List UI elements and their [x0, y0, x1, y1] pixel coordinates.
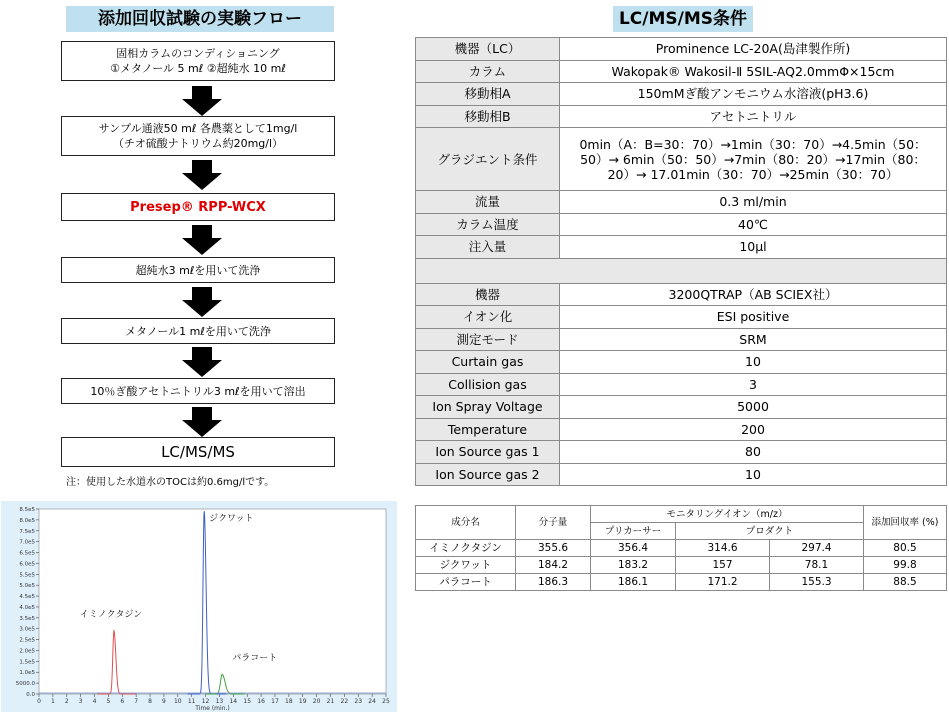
flow-step-wash-methanol — [61, 318, 335, 344]
flow-step-line: 固相カラムのコンディショニング — [116, 47, 280, 60]
peak-label: パラコート — [232, 653, 278, 664]
table-cell-label: カラム温度 — [416, 213, 560, 236]
table-cell-value: 80 — [560, 441, 947, 464]
flow-step-elution — [61, 378, 335, 404]
y-tick-label: 8.5e5 — [19, 507, 35, 513]
x-tick-label: 18 — [285, 698, 293, 705]
table-row — [416, 191, 947, 214]
peak-label: イミノクタジン — [79, 609, 143, 620]
header-monitor: モニタリングイオン（m/z） — [591, 506, 864, 523]
y-tick-label: 5000.0 — [15, 681, 35, 688]
y-tick-label: 1.5e5 — [19, 659, 35, 666]
flow-step-line: 超純水3 mℓを用いて洗浄 — [135, 263, 261, 277]
table-row-divider — [416, 258, 947, 283]
x-tick-label: 21 — [326, 698, 335, 705]
cell-name: パラコート — [416, 574, 516, 591]
table-cell-value: 200 — [560, 418, 947, 441]
table-cell-label: 移動相B — [416, 105, 560, 128]
down-arrow-icon — [182, 347, 222, 377]
table-cell-label: Ion Source gas 1 — [416, 441, 560, 464]
cell-recovery: 88.5 — [864, 574, 947, 591]
table-cell-value: Wakopak® Wakosil-Ⅱ 5SIL-AQ2.0mmΦ×15cm — [560, 60, 947, 83]
table-row — [416, 83, 947, 106]
y-tick-label: 3.0e5 — [19, 626, 35, 633]
x-tick-label: 15 — [243, 698, 252, 705]
cell-recovery: 80.5 — [864, 540, 947, 557]
y-tick-label: 2.0e5 — [19, 648, 35, 655]
x-tick-label: 17 — [271, 698, 279, 705]
table-cell-label: カラム — [416, 60, 560, 83]
down-arrow-icon — [182, 225, 222, 255]
x-tick-label: 0 — [37, 698, 41, 705]
chromatogram-chart — [1, 501, 397, 712]
table-row — [416, 441, 947, 464]
x-axis-label: Time (min.) — [195, 705, 230, 712]
table-header-row — [416, 506, 947, 523]
down-arrow-icon — [182, 407, 222, 437]
table-row — [416, 105, 947, 128]
y-tick-label: 6.0e5 — [19, 561, 35, 568]
table-cell-label: 注入量 — [416, 236, 560, 259]
cell-product2: 155.3 — [770, 574, 864, 591]
cell-name: イミノクタジン — [416, 540, 516, 557]
table-cell-value: 40℃ — [560, 213, 947, 236]
table-cell-label: 機器 — [416, 283, 560, 306]
table-cell-label: イオン化 — [416, 306, 560, 329]
x-tick-label: 10 — [173, 698, 182, 705]
flow-step-line: メタノール1 mℓを用いて洗浄 — [125, 324, 271, 338]
table-cell-label: 測定モード — [416, 328, 560, 351]
table-row — [416, 328, 947, 351]
table-cell-label: グラジエント条件 — [416, 128, 560, 191]
table-cell-value: 3200QTRAP（AB SCIEX社） — [560, 283, 947, 306]
plot-area — [39, 509, 386, 694]
table-row — [416, 306, 947, 329]
header-name: 成分名 — [416, 506, 516, 540]
table-cell-value: 10 — [560, 463, 947, 486]
table-cell-label: Collision gas — [416, 373, 560, 396]
x-tick-label: 23 — [354, 698, 363, 705]
flow-step-line: （チオ硫酸ナトリウム約20mg/l） — [112, 137, 284, 150]
table-cell-value: アセトニトリル — [560, 105, 947, 128]
down-arrow-icon — [182, 287, 222, 317]
table-row — [416, 574, 947, 591]
table-row — [416, 557, 947, 574]
flow-step-sample — [61, 116, 335, 156]
header-precursor: プリカーサー — [591, 523, 676, 540]
table-row — [416, 213, 947, 236]
conditions-table — [415, 37, 947, 486]
y-tick-label: 6.5e5 — [19, 550, 35, 557]
x-tick-label: 8 — [148, 698, 152, 705]
table-row — [416, 283, 947, 306]
table-cell-value: SRM — [560, 328, 947, 351]
x-tick-label: 19 — [298, 698, 307, 705]
table-row — [416, 351, 947, 374]
flow-step-line: Presep® RPP-WCX — [130, 199, 266, 215]
y-tick-label: 0.0 — [26, 692, 35, 698]
x-tick-label: 9 — [162, 698, 166, 705]
x-tick-label: 13 — [215, 698, 224, 705]
flow-step-line: LC/MS/MS — [161, 442, 235, 461]
cell-product1: 157 — [676, 557, 770, 574]
y-tick-label: 4.0e5 — [19, 604, 35, 611]
table-cell-value: Prominence LC-20A(島津製作所) — [560, 38, 947, 61]
x-tick-label: 3 — [78, 698, 83, 705]
cell-recovery: 99.8 — [864, 557, 947, 574]
table-cell-value: 10μl — [560, 236, 947, 259]
table-row — [416, 60, 947, 83]
x-tick-label: 20 — [312, 698, 321, 705]
x-tick-label: 11 — [187, 698, 196, 705]
y-tick-label: 3.5e5 — [19, 615, 35, 622]
conditions-title: LC/MS/MS条件 — [613, 6, 753, 32]
flow-title: 添加回収試験の実験フロー — [66, 6, 334, 32]
table-cell-label: Temperature — [416, 418, 560, 441]
flow-step-conditioning — [61, 41, 335, 81]
table-row — [416, 418, 947, 441]
x-tick-label: 4 — [92, 698, 97, 705]
y-tick-label: 4.5e5 — [19, 594, 35, 601]
y-tick-label: 1.0e5 — [19, 670, 35, 677]
header-recovery: 添加回収率 (%) — [864, 506, 947, 540]
x-tick-label: 16 — [257, 698, 265, 705]
table-cell-label: Ion Spray Voltage — [416, 396, 560, 419]
flow-note: 注：使用した水道水のTOCは約0.6mg/lです。 — [66, 477, 275, 488]
table-cell-value: 150mMぎ酸アンモニウム水溶液(pH3.6) — [560, 83, 947, 106]
cell-precursor: 186.1 — [591, 574, 676, 591]
x-tick-label: 7 — [134, 698, 139, 705]
table-row — [416, 373, 947, 396]
table-row — [416, 540, 947, 557]
table-cell-value: 10 — [560, 351, 947, 374]
table-cell-label: 移動相A — [416, 83, 560, 106]
x-tick-label: 22 — [340, 698, 349, 705]
x-tick-label: 6 — [120, 698, 125, 705]
flow-step-analysis — [61, 437, 335, 467]
y-tick-label: 5.5e5 — [19, 572, 35, 579]
y-tick-label: 5.0e5 — [19, 583, 35, 590]
table-row — [416, 396, 947, 419]
table-cell-value: 5000 — [560, 396, 947, 419]
table-cell-value: ESI positive — [560, 306, 947, 329]
y-tick-label: 8.0e5 — [19, 517, 35, 524]
table-cell-label: Ion Source gas 2 — [416, 463, 560, 486]
peak-label: ジクワット — [209, 514, 254, 525]
x-tick-label: 24 — [368, 698, 376, 705]
down-arrow-icon — [182, 160, 222, 190]
cell-name: ジクワット — [416, 557, 516, 574]
down-arrow-icon — [182, 86, 222, 116]
x-tick-label: 12 — [201, 698, 210, 705]
cell-product2: 78.1 — [770, 557, 864, 574]
flow-step-line: ①メタノール 5 mℓ ②超純水 10 mℓ — [110, 62, 286, 75]
x-tick-label: 1 — [50, 698, 55, 705]
cell-mw: 186.3 — [516, 574, 591, 591]
y-tick-label: 2.5e5 — [19, 637, 35, 644]
x-tick-label: 14 — [229, 698, 238, 705]
flow-step-line: サンプル通液50 mℓ 各農薬として1mg/l — [98, 122, 298, 135]
table-row — [416, 463, 947, 486]
x-tick-label: 25 — [382, 698, 390, 705]
flow-step-cartridge — [61, 193, 335, 221]
cell-product1: 171.2 — [676, 574, 770, 591]
table-cell-label: 機器（LC） — [416, 38, 560, 61]
flow-step-wash-water — [61, 257, 335, 283]
y-tick-label: 7.5e5 — [19, 528, 35, 535]
table-cell-value: 3 — [560, 373, 947, 396]
results-table — [415, 505, 947, 591]
table-row — [416, 38, 947, 61]
table-divider — [416, 258, 947, 283]
cell-mw: 184.2 — [516, 557, 591, 574]
table-cell-value: 0min（A：B=30：70）→1min（30：70）→4.5min（50：50）→ 6min（50：50）→7min（80：20）→17min（80：20）→ 17.01min（30：70）→25min（30：70） — [560, 128, 947, 191]
cell-product1: 314.6 — [676, 540, 770, 557]
x-tick-label: 5 — [106, 698, 111, 705]
table-cell-label: 流量 — [416, 191, 560, 214]
x-tick-label: 2 — [64, 698, 69, 705]
header-mw: 分子量 — [516, 506, 591, 540]
table-row — [416, 128, 947, 191]
y-tick-label: 7.0e5 — [19, 539, 35, 546]
cell-precursor: 183.2 — [591, 557, 676, 574]
table-row — [416, 236, 947, 259]
table-cell-value: 0.3 ml/min — [560, 191, 947, 214]
cell-precursor: 356.4 — [591, 540, 676, 557]
table-cell-label: Curtain gas — [416, 351, 560, 374]
header-product: プロダクト — [676, 523, 864, 540]
flow-step-line: 10％ぎ酸アセトニトリル3 mℓを用いて溶出 — [90, 384, 306, 398]
cell-product2: 297.4 — [770, 540, 864, 557]
cell-mw: 355.6 — [516, 540, 591, 557]
